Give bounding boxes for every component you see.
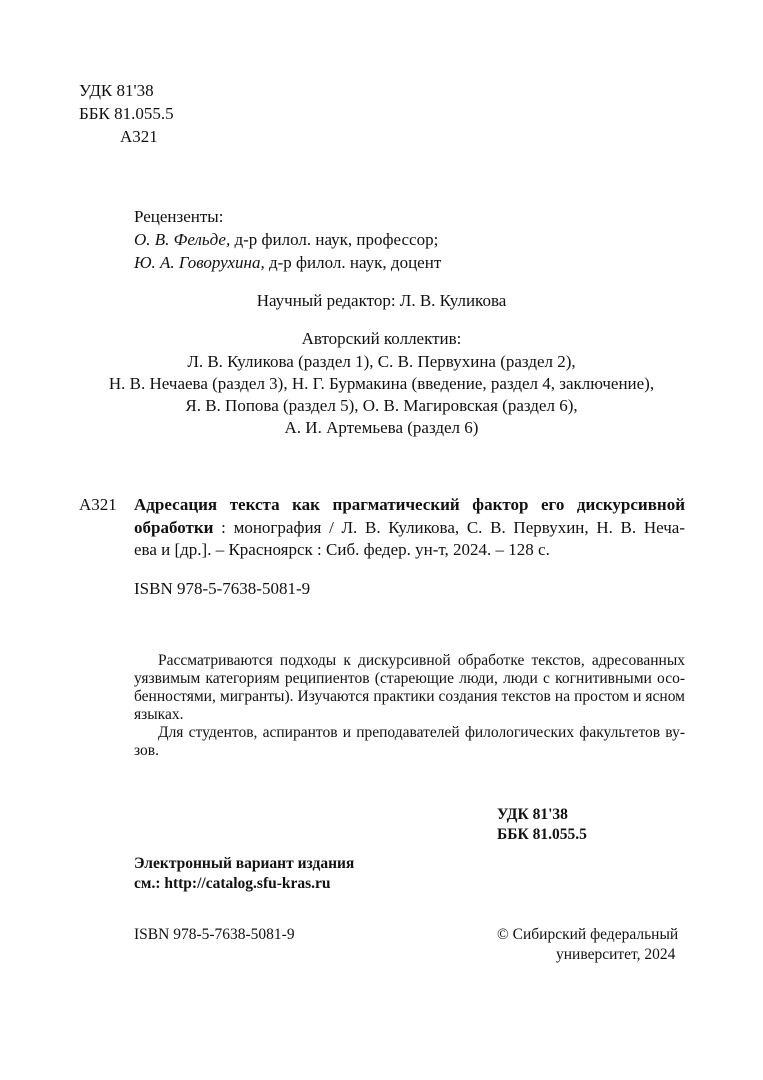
- footer-isbn: ISBN 978-5-7638-5081-9: [134, 926, 295, 943]
- bib-title-end: обработки: [134, 518, 214, 537]
- reviewer-1-name: О. В. Фельде,: [134, 230, 231, 249]
- authors-title: Авторский коллектив:: [301, 329, 462, 348]
- electronic-edition-link: см.: http://catalog.sfu-kras.ru: [134, 875, 331, 892]
- authors-line-2: Н. В. Нечаева (раздел 3), Н. Г. Бурмакина (введение, раздел 4, заключение),: [108, 374, 655, 393]
- bib-sign: А321: [79, 495, 117, 514]
- author-sign: А321: [120, 127, 158, 146]
- reviewer-2: [134, 252, 441, 274]
- copyright-line-1: © Сибирский федеральный: [497, 926, 679, 943]
- reviewer-1-title: д-р филол. наук, профессор;: [234, 230, 439, 249]
- bottom-bbk: ББК 81.055.5: [497, 826, 587, 843]
- annotation-line-6: зов.: [134, 742, 159, 759]
- bib-imprint: ева и [др.]. – Красноярск : Сиб. федер. ун-т, 2024. – 128 с.: [134, 540, 550, 559]
- bib-authors: : монография / Л. В. Куликова, С. В. Первухин, Н. В. Неча-: [213, 518, 685, 537]
- bib-title-line-1: Адресация текста как прагматический фактор его дискурсивной: [134, 495, 685, 514]
- authors-line-4: А. И. Артемьева (раздел 6): [284, 418, 479, 437]
- scientific-editor: Научный редактор: Л. В. Куликова: [256, 291, 507, 310]
- authors-line-1: Л. В. Куликова (раздел 1), С. В. Первухина (раздел 2),: [187, 352, 576, 371]
- authors-line-3: Я. В. Попова (раздел 5), О. В. Магировская (раздел 6),: [185, 396, 578, 415]
- bib-title-line-2: [134, 517, 685, 539]
- bib-isbn: ISBN 978-5-7638-5081-9: [134, 579, 311, 598]
- reviewer-1: [134, 229, 438, 251]
- reviewer-2-title: д-р филол. наук, доцент: [268, 253, 442, 272]
- reviewers-title: Рецензенты:: [134, 207, 224, 226]
- annotation-line-4: языках.: [134, 706, 184, 723]
- bbk-code: ББК 81.055.5: [79, 104, 174, 123]
- annotation-line-3: бенностями, мигранты). Изучаются практики создания текстов на простом и ясном: [134, 688, 685, 705]
- reviewer-2-name: Ю. А. Говорухина,: [134, 253, 265, 272]
- annotation-line-2: уязвимым категориям реципиентов (стареющие люди, люди с когнитивными осо-: [134, 670, 685, 687]
- electronic-edition-label: Электронный вариант издания: [134, 855, 355, 872]
- annotation-line-5: Для студентов, аспирантов и преподавателей филологических факультетов ву-: [158, 724, 685, 741]
- udk-code: УДК 81'38: [79, 81, 154, 100]
- copyright-line-2: университет, 2024: [556, 946, 676, 963]
- annotation-line-1: Рассматриваются подходы к дискурсивной обработке текстов, адресованных: [158, 652, 685, 669]
- bottom-udk: УДК 81'38: [497, 806, 568, 823]
